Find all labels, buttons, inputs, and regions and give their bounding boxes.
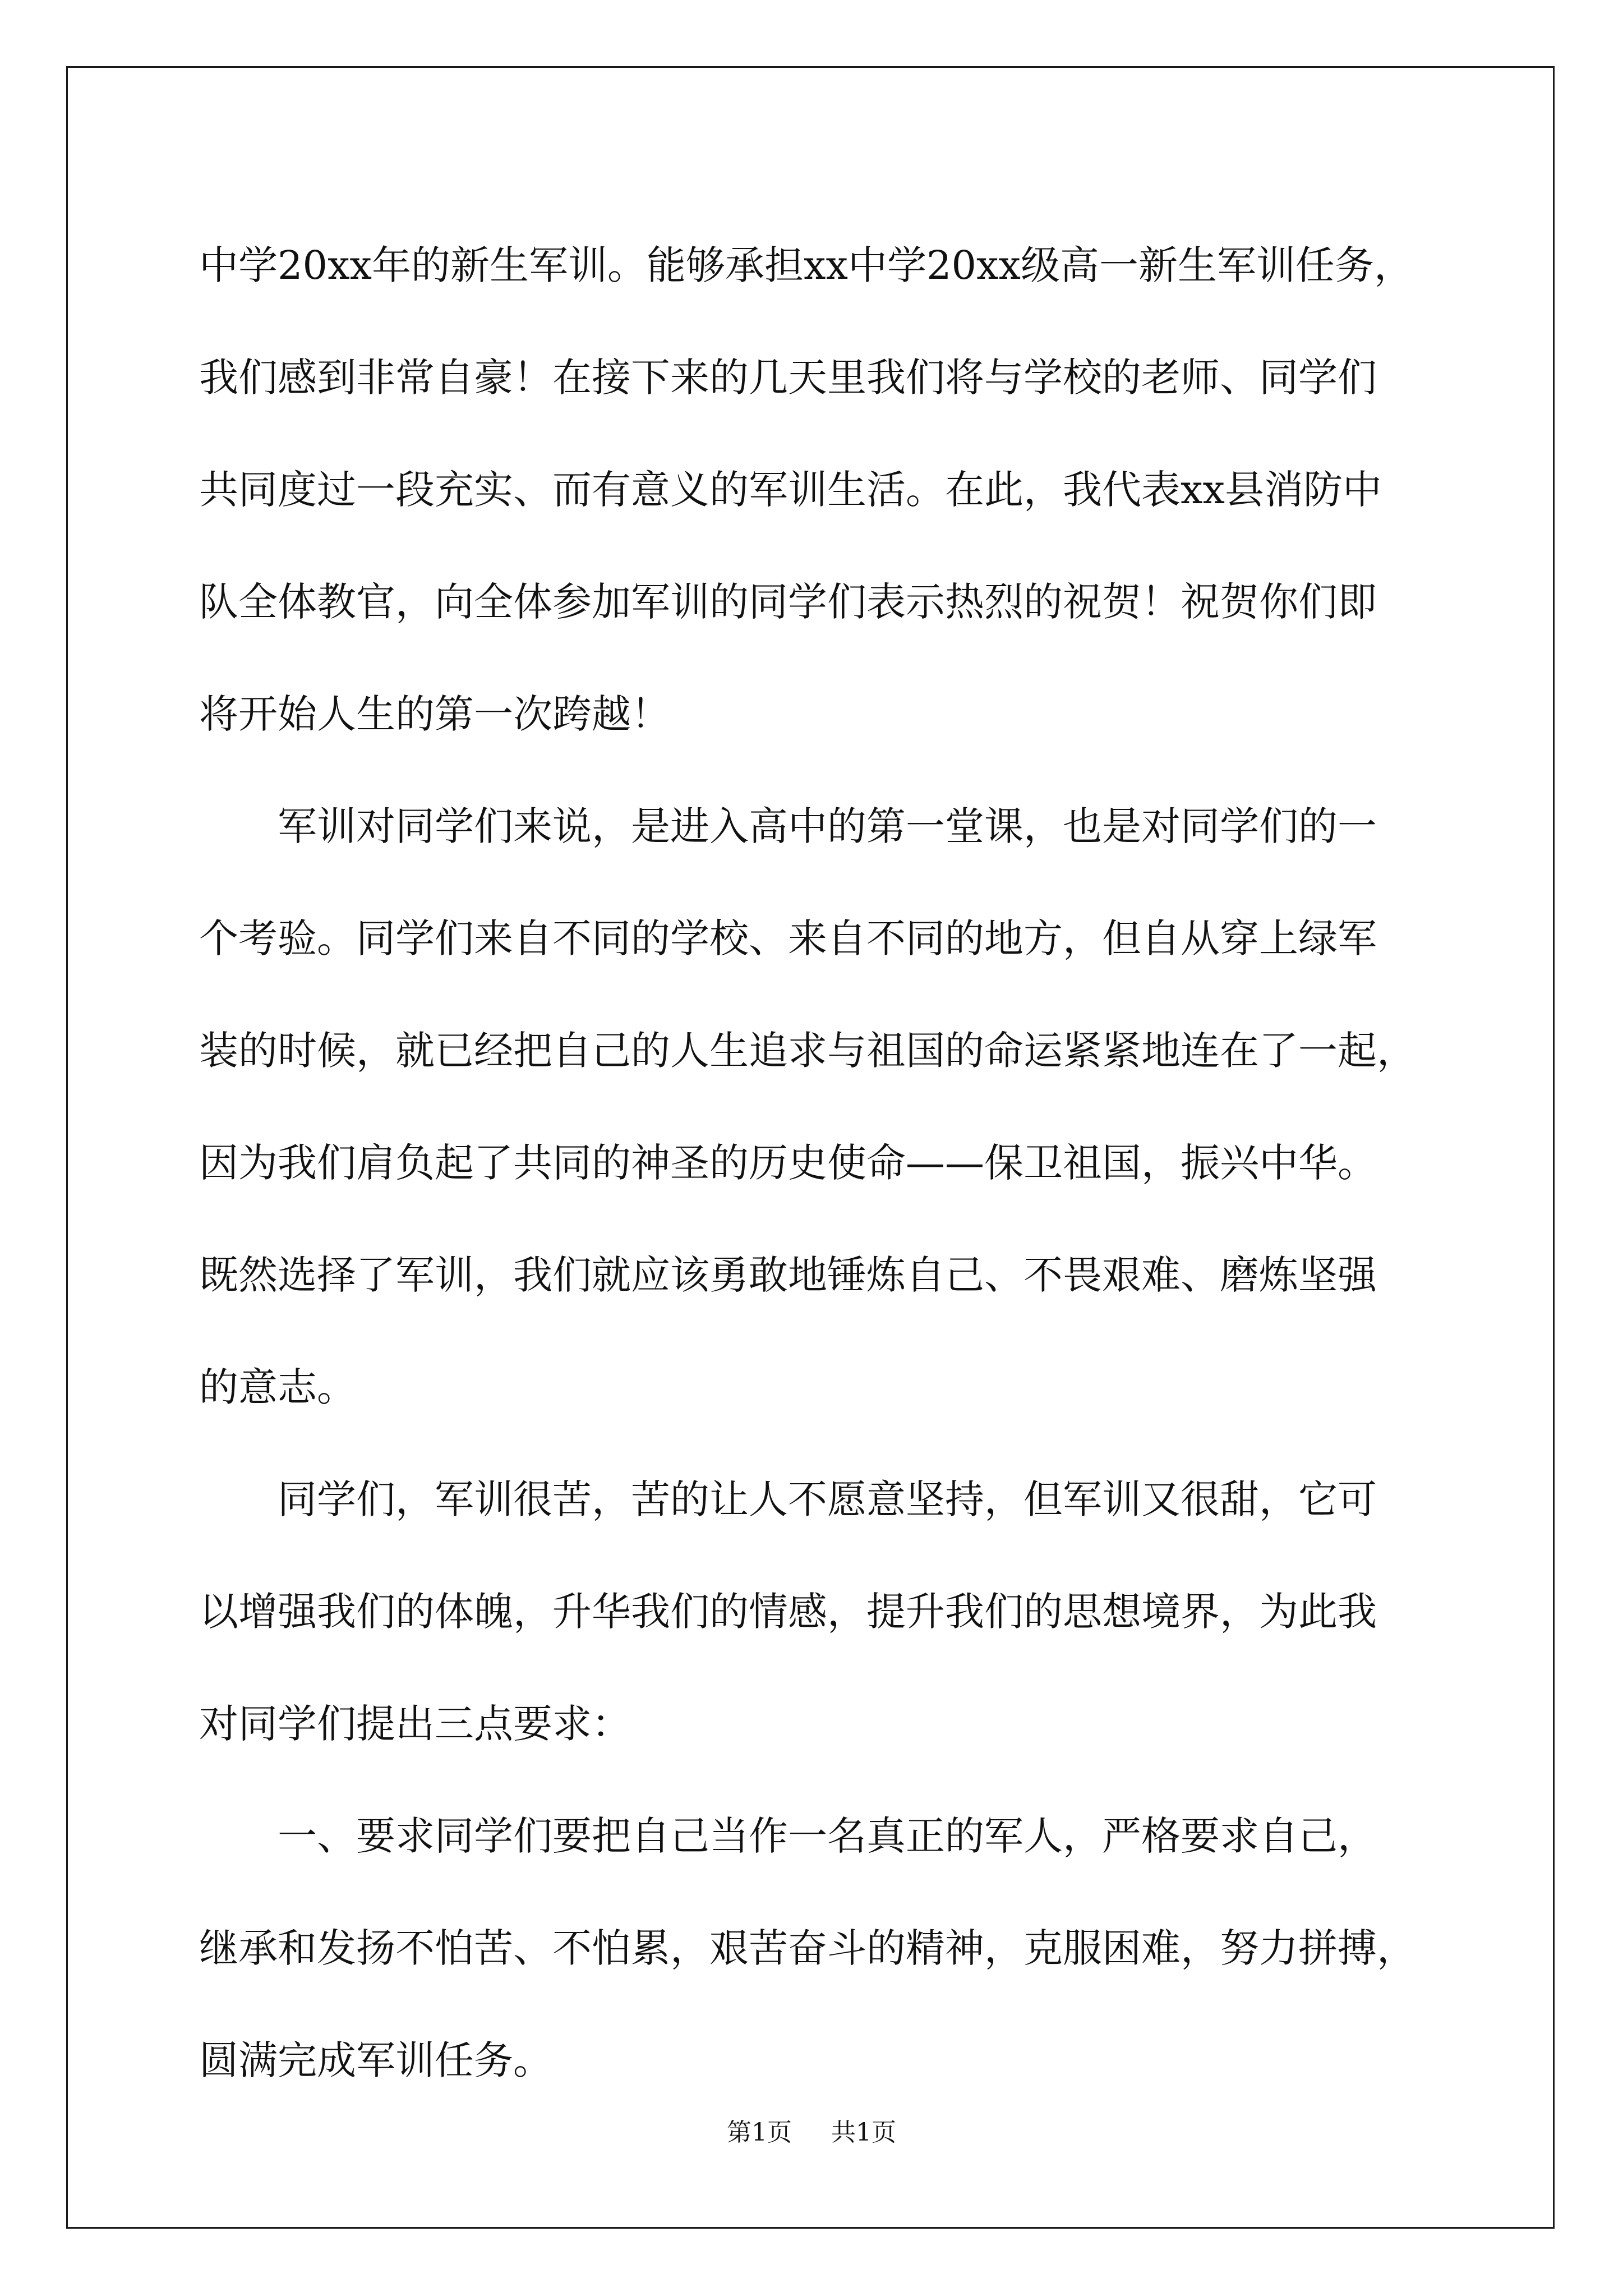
text-line: 一、要求同学们要把自己当作一名真正的军人，严格要求自己，	[199, 1813, 1377, 1859]
text-line: 以增强我们的体魄，升华我们的情感，提升我们的思想境界，为此我	[199, 1589, 1377, 1635]
text-line: 对同学们提出三点要求：	[199, 1701, 631, 1747]
page-number-current: 第1页	[727, 2118, 792, 2147]
text-line: 我们感到非常自豪！在接下来的几天里我们将与学校的老师、同学们	[199, 355, 1377, 401]
text-line: 军训对同学们来说，是进入高中的第一堂课，也是对同学们的一	[199, 803, 1377, 849]
text-line: 继承和发扬不怕苦、不怕累，艰苦奋斗的精神，克服困难，努力拼搏，	[199, 1925, 1416, 1971]
text-line: 圆满完成军训任务。	[199, 2037, 552, 2083]
text-line: 队全体教官，向全体参加军训的同学们表示热烈的祝贺！祝贺你们即	[199, 579, 1377, 625]
document-body	[199, 223, 1467, 2131]
text-line: 共同度过一段充实、而有意义的军训生活。在此，我代表xx县消防中	[199, 467, 1382, 513]
text-line: 个考验。同学们来自不同的学校、来自不同的地方，但自从穿上绿军	[199, 915, 1377, 961]
page-number-total: 共1页	[831, 2118, 896, 2147]
text-line: 因为我们肩负起了共同的神圣的历史使命——保卫祖国，振兴中华。	[199, 1140, 1377, 1186]
text-line: 的意志。	[199, 1364, 356, 1410]
text-line: 中学20xx年的新生军训。能够承担xx中学20xx级高一新生军训任务，	[199, 242, 1414, 288]
text-line: 装的时候，就已经把自己的人生追求与祖国的命运紧紧地连在了一起，	[199, 1028, 1416, 1074]
page-footer	[0, 2112, 1623, 2148]
text-line: 既然选择了军训，我们就应该勇敢地锤炼自己、不畏艰难、磨炼坚强	[199, 1252, 1377, 1298]
text-line: 将开始人生的第一次跨越！	[199, 691, 670, 737]
text-line: 同学们，军训很苦，苦的让人不愿意坚持，但军训又很甜，它可	[199, 1476, 1377, 1522]
